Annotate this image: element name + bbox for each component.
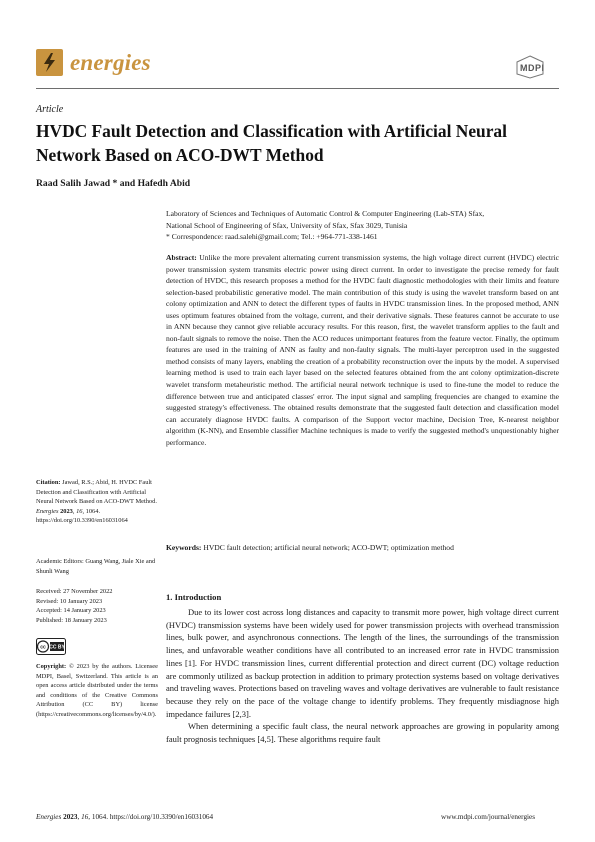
abstract-text: Unlike the more prevalent alternating current transmission systems, the high voltage direct current (HVDC) electric power transmission system transmits electric power using direct current. In order to investigate the precise remedy for fault detection of HVDC, this research proposes a method for the HVDC fault diagnostic methodologies with their limits and feature selection-based probabilistic generative model. The main contribution of this study is using the wavelet transform based on ant colony optimization and ANN to detect the different types of faults in HVDC transmission lines. In the proposed method, ANN uses optimum features obtained from the voltage, current, and their derivative signals. These features cannot be accurate to use in ANN because they cannot give reliable accuracy results. For this reason, first, the wavelet transform applies to the fault and non-fault signals to remove the noise. Then the ACO reduces unimportant features from the feature vector. Finally, the optimum features are used in the training of ANN as faulty and non-faulty signals. The multi-layer perceptron used in the suggested method consists of many layers, enabling the creation of a probability reconstruction over the inputs by the model. A supervised learning method is used to train each layer based on the selected features obtained from the ant colony optimization-discrete wavelet transform metaheuristic method. The artificial neural network technique is used to fine-tune the model to reduce the difference between true and anticipated classes' error. The input signal and sampling frequencies are changed to examine the suggested strategy's effectiveness. The obtained results demonstrate that the suggested fault detection and classification model can accurately diagnose HVDC faults. A comparison of the Support vector machine, Decision Tree, K-nearest neighbor algorithm (K-NN), and Ensemble classifier Machine techniques is made to verify the suggested method's unquestionably higher performance. (166, 253, 559, 447)
copyright-block (36, 662, 158, 720)
footer-journal: Energies (36, 813, 62, 821)
keywords-label: Keywords: (166, 543, 202, 552)
section-heading: 1. Introduction (166, 592, 222, 602)
published-date: Published: 18 January 2023 (36, 616, 107, 624)
journal-name[interactable]: energies (70, 50, 151, 75)
dates-block (36, 587, 158, 625)
article-type: Article (36, 104, 64, 115)
abstract-label: Abstract: (166, 253, 197, 262)
authors: Raad Salih Jawad * and Hafedh Abid (36, 178, 191, 189)
svg-text:cc: cc (40, 644, 46, 651)
citation-year: 2023 (60, 507, 73, 515)
affiliation-line: National School of Engineering of Sfax, University of Sfax, Sfax 3029, Tunisia (166, 220, 408, 230)
abstract (166, 252, 559, 448)
citation-volume: 16 (76, 507, 83, 515)
accepted-date: Accepted: 14 January 2023 (36, 607, 106, 615)
keywords (166, 542, 559, 553)
footer-year: 2023 (63, 813, 78, 821)
header-divider (36, 88, 559, 89)
affiliations (166, 208, 559, 243)
paragraph: Due to its lower cost across long distances and capacity to transmit more power, high voltage direct current (HVDC) transmission systems have been widely used for power transmission projects with overhead transmission lines, bulk power, and asynchronous connections. The length of the lines, the surroundings of the transmission lines, and unfavorable weather conditions have all contributed to an increased error rate in HVDC transmission lines [1]. For HVDC transmission lines, current differential protection and direct current (DC) voltage reduction are commonly utilized as backup protection in addition to primary protection systems based on voltage derivatives and traveling waves. Protections based on traveling waves and voltage derivatives are vulnerable to fault resistance because they rely on the pace of the voltage change to identify problems. They frequently misdiagnose high impedance failures [2,3]. (166, 607, 559, 719)
citation-label: Citation: (36, 479, 61, 486)
footer-volume: 16 (81, 813, 89, 821)
academic-editors: Academic Editors: Guang Wang, Jiale Xie and Shunli Wang (36, 558, 156, 575)
copyright-text: © 2023 by the authors. Licensee MDPI, Basel, Switzerland. This article is an open access article distributed under the terms and conditions of the Creative Commons Attribution (CC BY) license (https://creativecommons.org/licenses/by/4.0/). (36, 663, 158, 718)
license-badge-text: CC BY (49, 644, 65, 651)
introduction-body (166, 606, 559, 746)
publisher-name[interactable]: MDPI (520, 63, 545, 73)
paragraph: When determining a specific fault class, the neural network approaches are growing in popularity among fault prognosis techniques [4,5]. These algorithms require fault (166, 721, 559, 745)
citation-journal: Energies (36, 507, 59, 515)
journal-logo-icon (36, 49, 63, 76)
page-title: HVDC Fault Detection and Classification with Artificial Neural Network Based on ACO-DWT Method (36, 121, 507, 165)
citation-text: Jawad, R.S.; Abid, H. HVDC Fault Detection and Classification with Artificial Neural Network Based on ACO-DWT Method. (36, 479, 157, 506)
footer-url[interactable]: www.mdpi.com/journal/energies (441, 813, 536, 821)
footer-doi[interactable]: , 1064. https://doi.org/10.3390/en16031064 (88, 813, 214, 821)
correspondence[interactable]: * Correspondence: raad.salehi@gmail.com; Tel.: +964-771-338-1461 (166, 232, 378, 241)
citation-block: Citation: Jawad, R.S.; Abid, H. HVDC Fault Detection and Classification with Artificial Neural Network Based on ACO-DWT Method. Energies 2023, 16, 1064. https://doi.org/10.3390/en16031064 (36, 479, 157, 525)
revised-date: Revised: 10 January 2023 (36, 597, 103, 605)
affiliation-line: Laboratory of Sciences and Techniques of Automatic Control & Computer Engineering (Lab-STA) Sfax, (166, 209, 485, 218)
received-date: Received: 27 November 2022 (36, 588, 113, 595)
cc-license-icon[interactable] (36, 638, 66, 655)
citation-doi[interactable]: , 1064. https://doi.org/10.3390/en16031064 (36, 507, 128, 525)
keywords-text: HVDC fault detection; artificial neural network; ACO-DWT; optimization method (203, 543, 454, 552)
footer-citation: Energies 2023, 16, 1064. https://doi.org/10.3390/en16031064 (36, 813, 214, 821)
copyright-label: Copyright: (36, 663, 67, 670)
